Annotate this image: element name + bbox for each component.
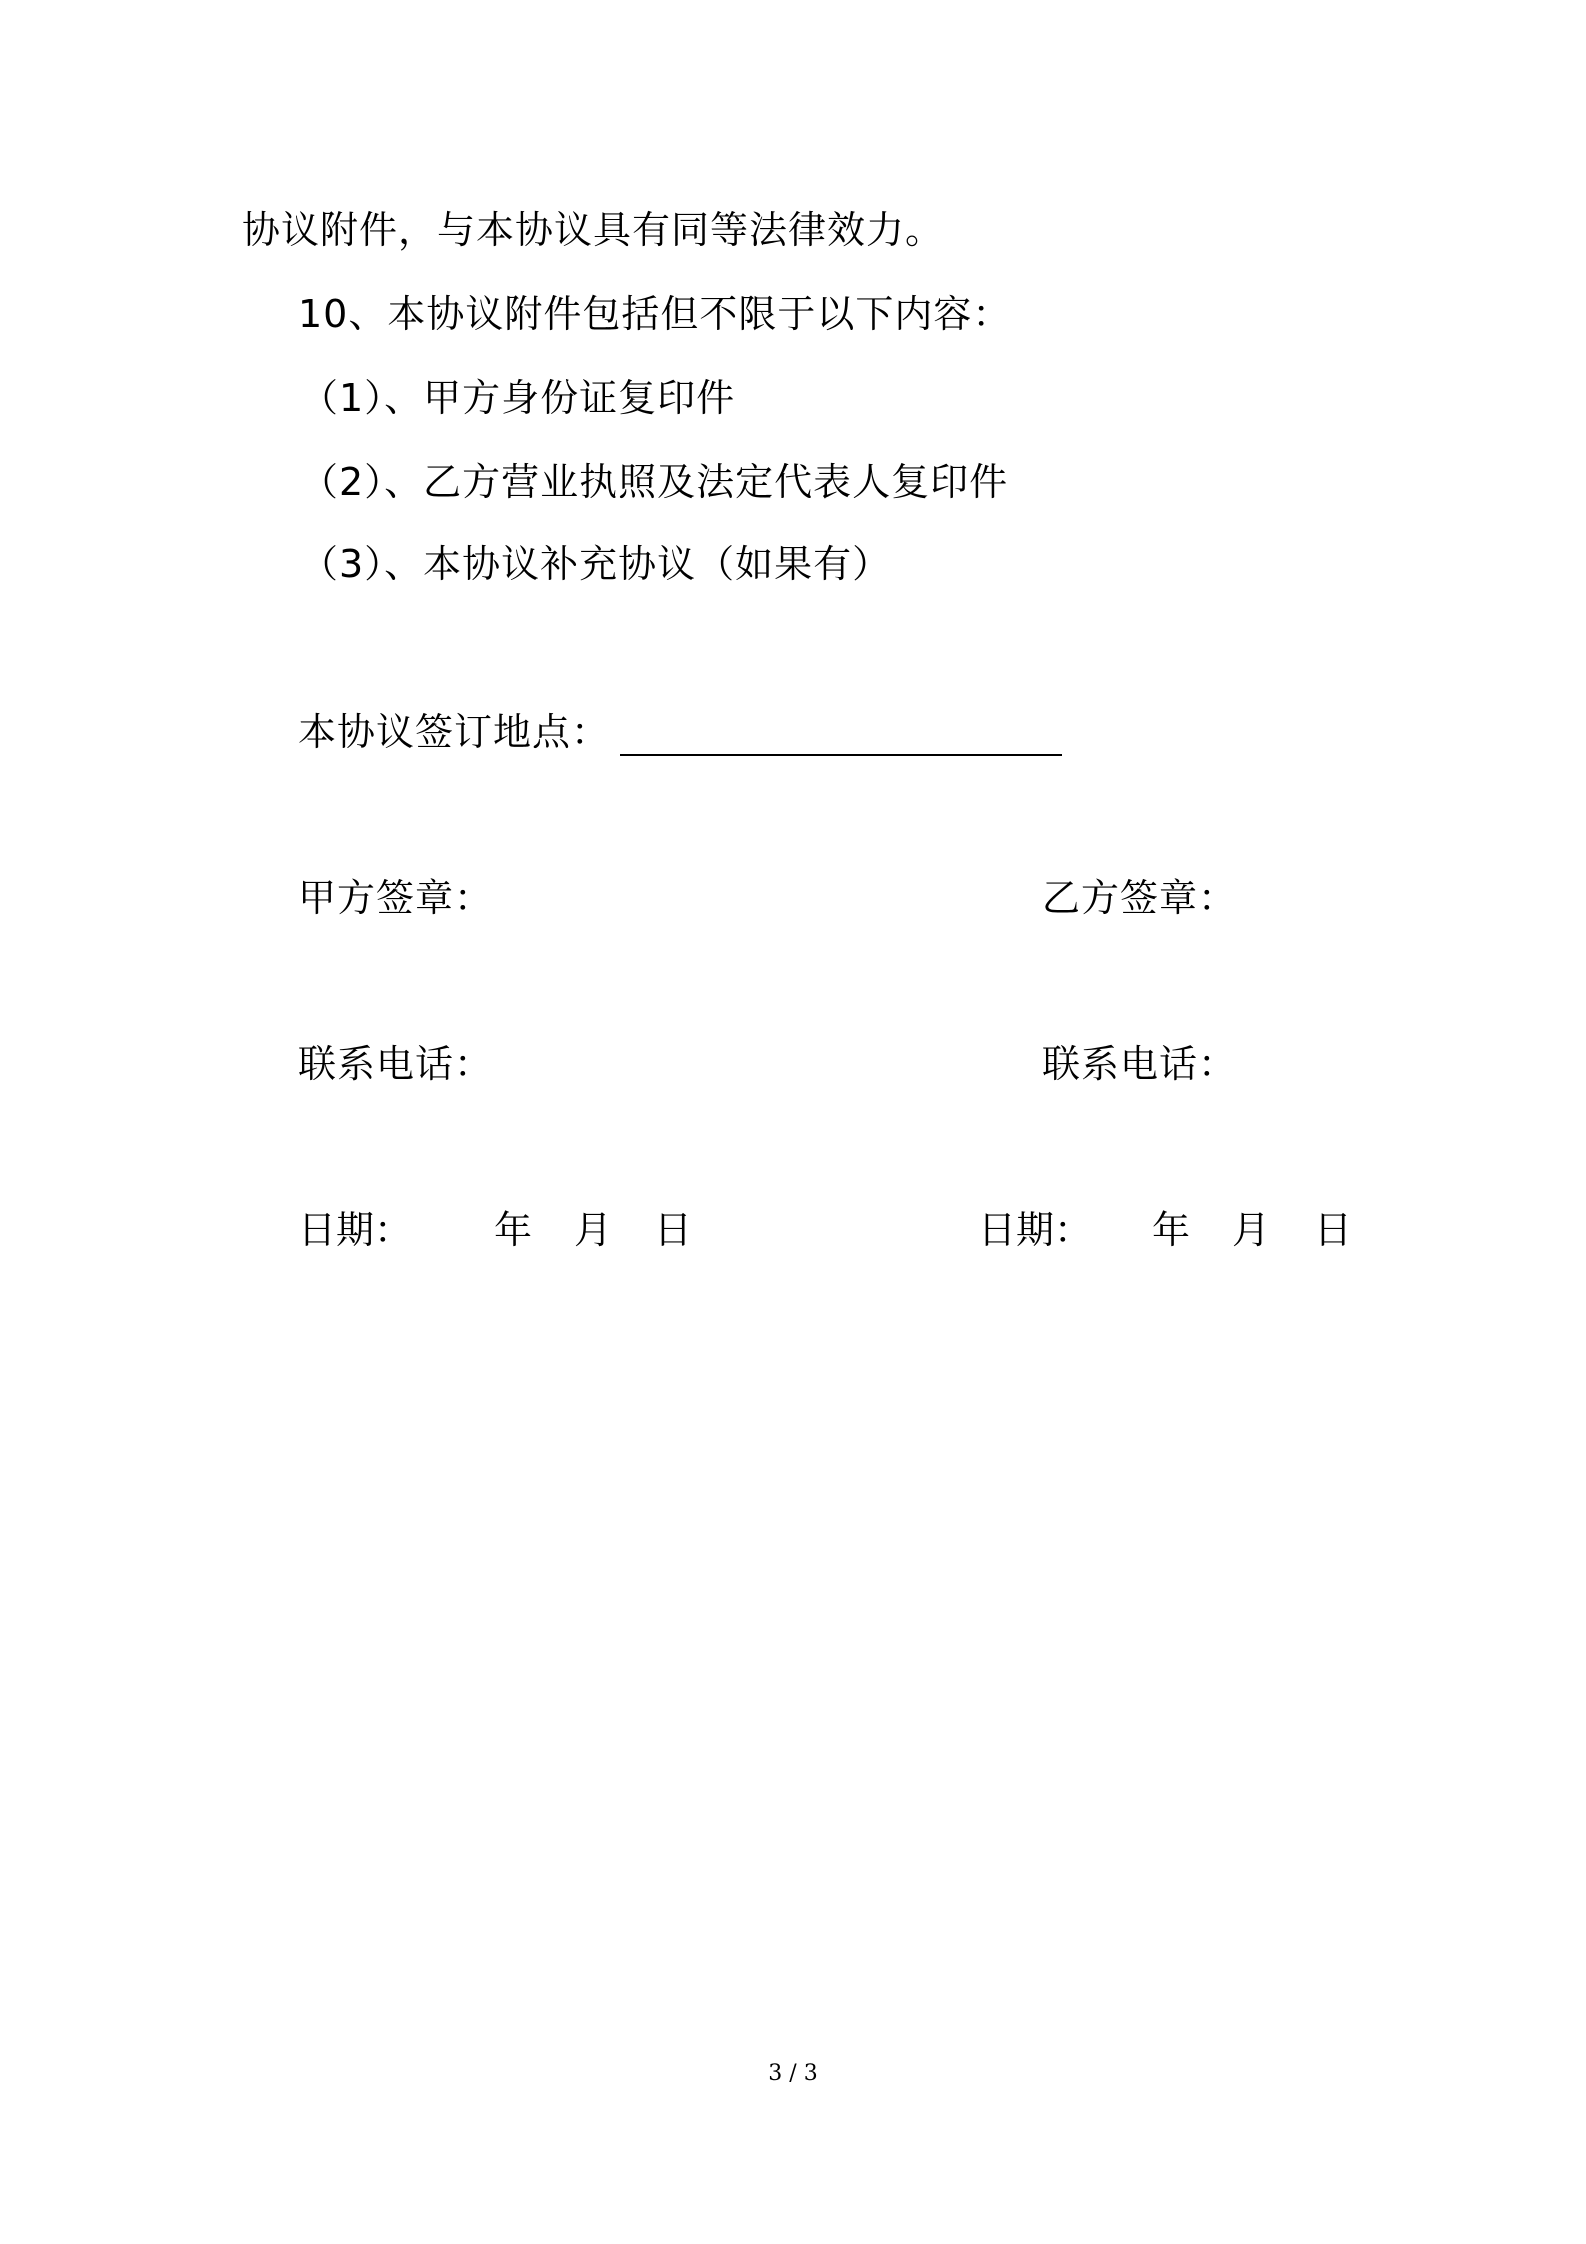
party-a-phone-label: 联系电话： (298, 1042, 494, 1086)
party-a-seal-label: 甲方签章： (298, 876, 494, 920)
party-a-year-label: 年 (494, 1208, 533, 1252)
party-b-year-label: 年 (1152, 1208, 1191, 1252)
party-b-day-label: 日 (1314, 1208, 1353, 1252)
party-b-month-label: 月 (1232, 1208, 1271, 1252)
party-a-month-label: 月 (574, 1208, 613, 1252)
party-b-date-label: 日期： (978, 1208, 1093, 1252)
party-a-date-label: 日期： (298, 1208, 413, 1252)
page-number: 3 / 3 (768, 2061, 818, 2086)
signing-location-label: 本协议签订地点： (298, 710, 611, 754)
signing-location-field[interactable] (620, 754, 1062, 756)
party-b-phone-label: 联系电话： (1042, 1042, 1238, 1086)
party-b-seal-label: 乙方签章： (1042, 876, 1238, 920)
sub-item-3: （3）、本协议补充协议（如果有） (300, 542, 892, 586)
party-a-day-label: 日 (654, 1208, 693, 1252)
paragraph-continuation: 协议附件，与本协议具有同等法律效力。 (242, 208, 945, 252)
item-10: 10、本协议附件包括但不限于以下内容： (298, 292, 1012, 336)
sub-item-2: （2）、乙方营业执照及法定代表人复印件 (300, 460, 1009, 504)
sub-item-1: （1）、甲方身份证复印件 (300, 376, 736, 420)
